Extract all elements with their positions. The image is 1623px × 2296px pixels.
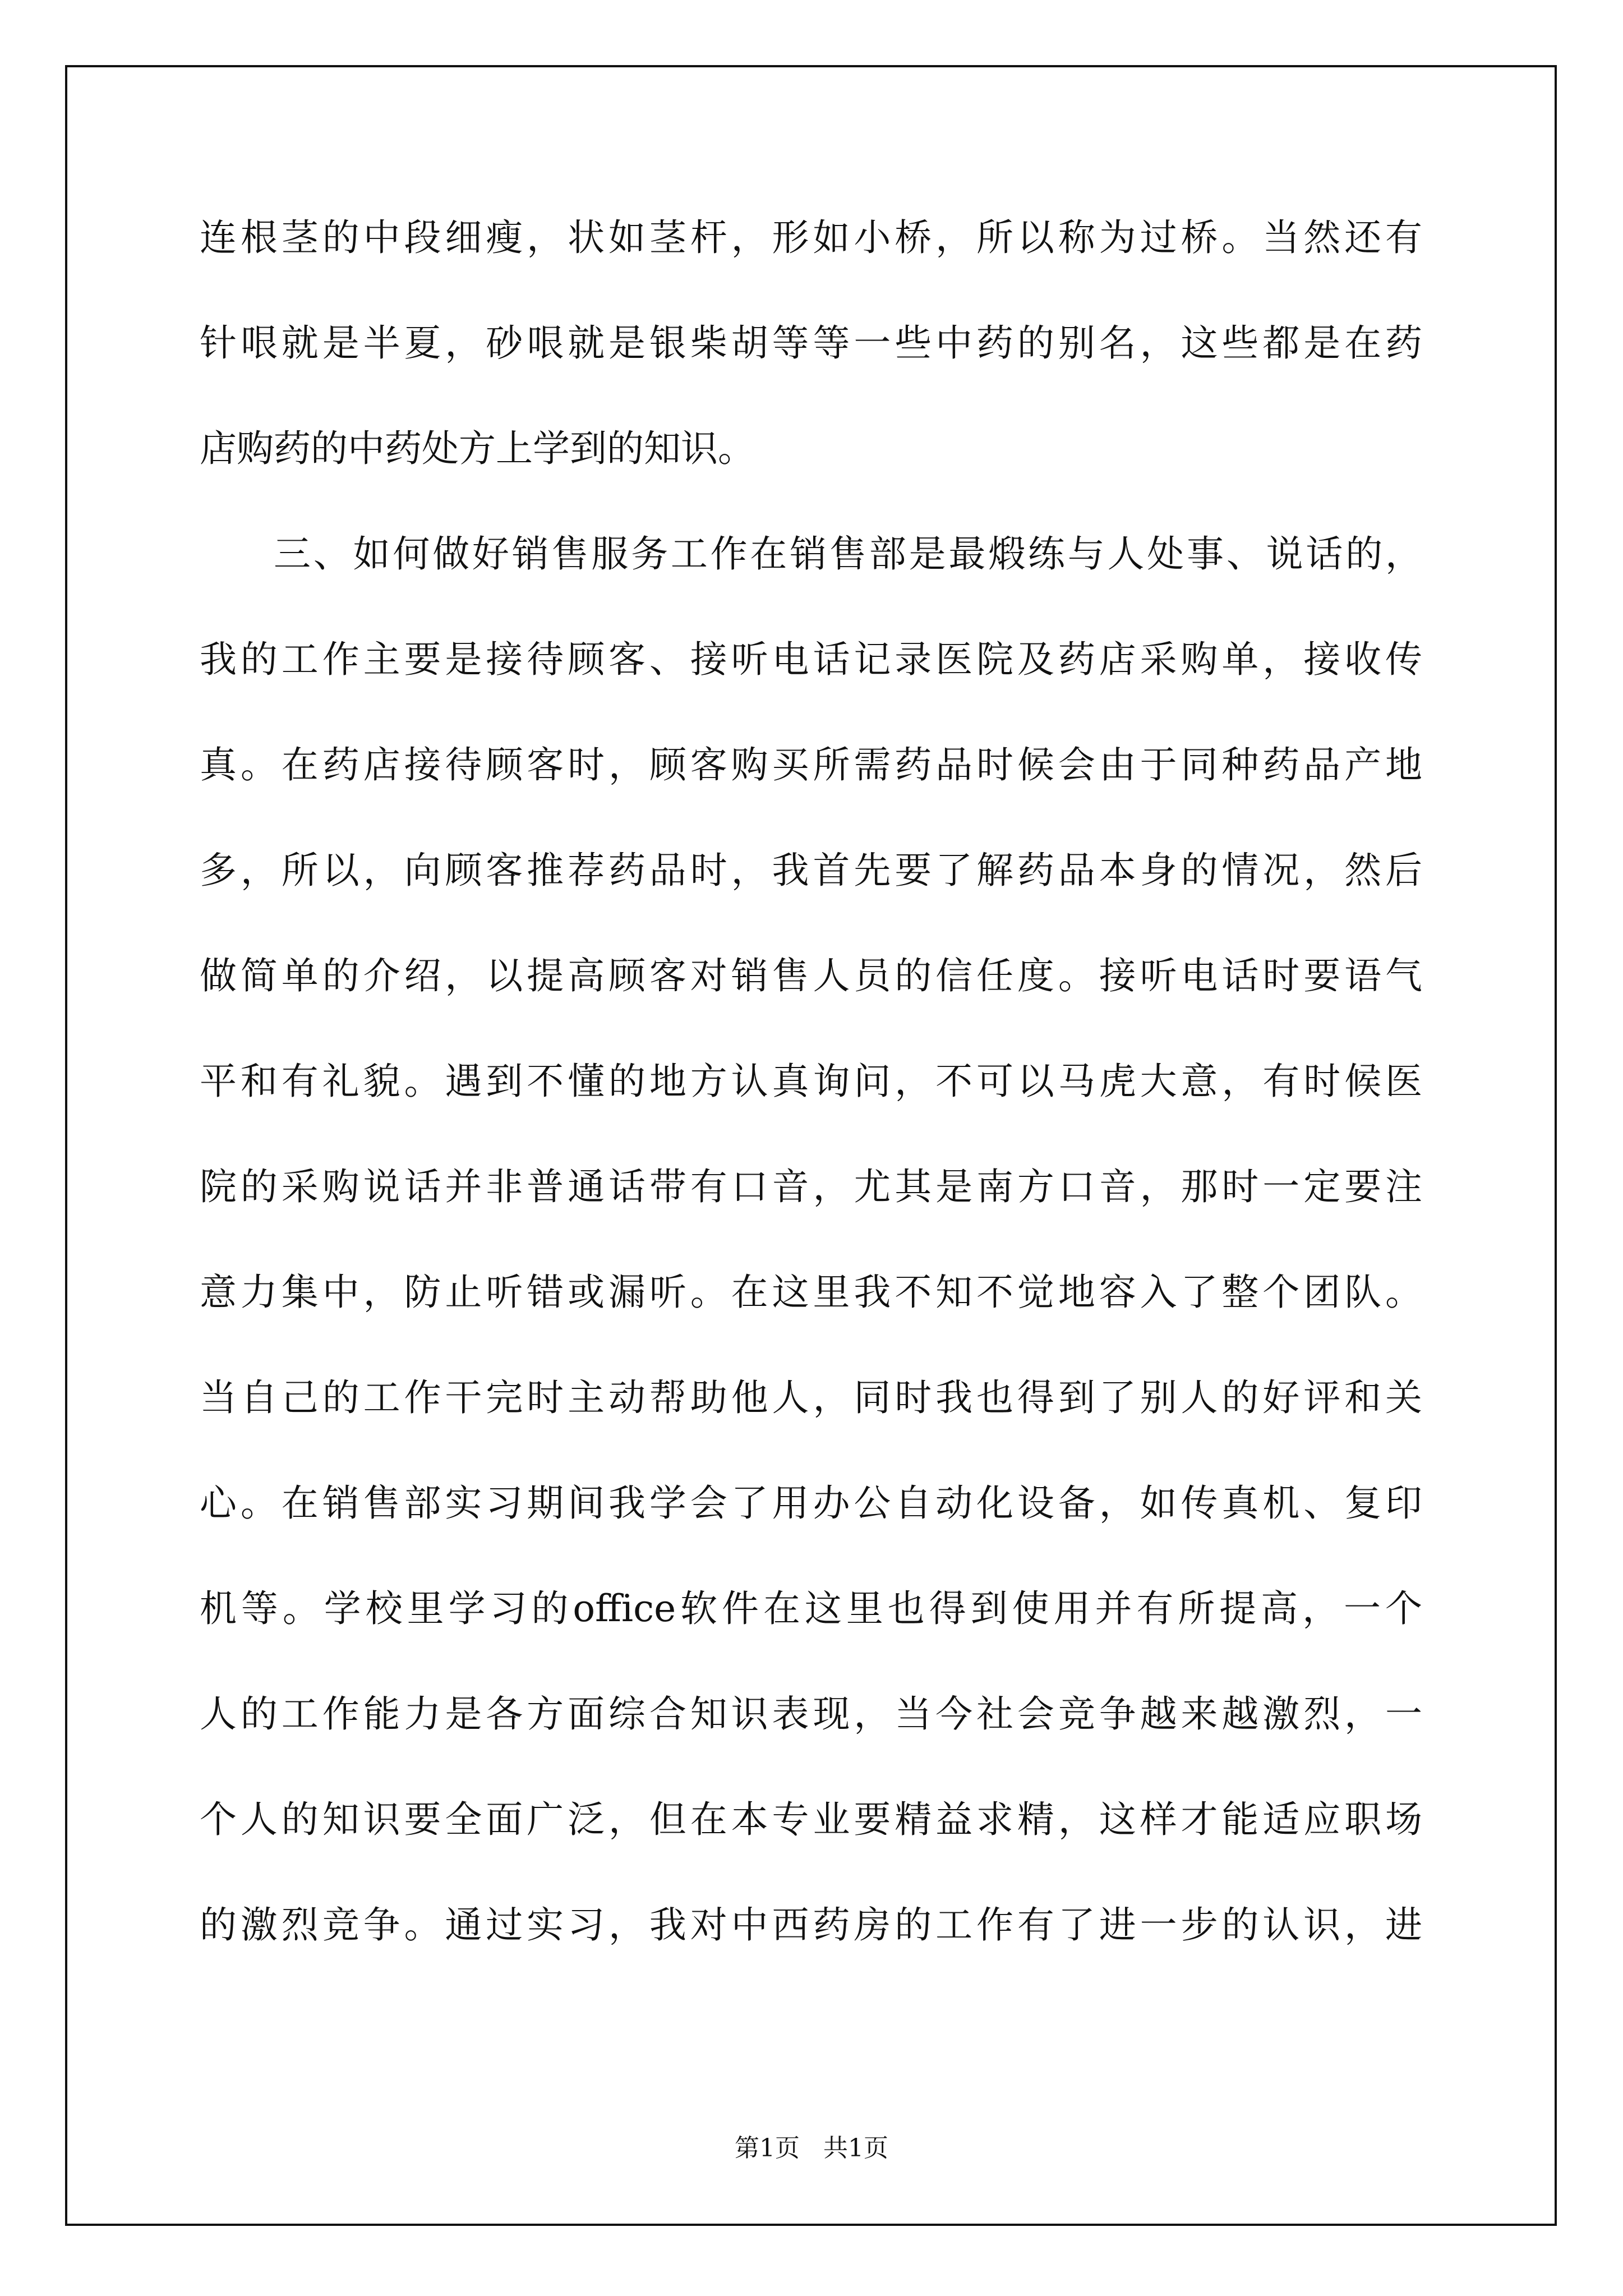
paragraph-2-line-11: 机等。学校里学习的office软件在这里也得到使用并有所提高，一个 [200, 1587, 1422, 1630]
paragraph-2-line-2: 我的工作主要是接待顾客、接听电话记录医院及药店采购单，接收传 [200, 638, 1422, 681]
paragraph-2-line-1: 三、如何做好销售服务工作在销售部是最煅练与人处事、说话的， [274, 532, 1422, 576]
paragraph-2-line-3: 真。在药店接待顾客时，顾客购买所需药品时候会由于同种药品产地 [200, 743, 1422, 786]
paragraph-1-line-3: 店购药的中药处方上学到的知识。 [200, 427, 755, 470]
paragraph-2-line-14: 的激烈竞争。通过实习，我对中西药房的工作有了进一步的认识，进 [200, 1903, 1422, 1947]
paragraph-2-line-5: 做简单的介绍，以提高顾客对销售人员的信任度。接听电话时要语气 [200, 954, 1422, 997]
paragraph-1-line-2: 针哏就是半夏，砂哏就是银柴胡等等一些中药的别名，这些都是在药 [200, 321, 1422, 365]
paragraph-2-line-12: 人的工作能力是各方面综合知识表现，当今社会竞争越来越激烈，一 [200, 1692, 1422, 1736]
paragraph-2-line-7: 院的采购说话并非普通话带有口音，尤其是南方口音，那时一定要注 [200, 1165, 1422, 1208]
paragraph-2-line-13: 个人的知识要全面广泛，但在本专业要精益求精，这样才能适应职场 [200, 1798, 1422, 1841]
paragraph-2-line-10: 心。在销售部实习期间我学会了用办公自动化设备，如传真机、复印 [200, 1481, 1422, 1525]
page-number-info: 第1页 共1页 [735, 2134, 888, 2162]
paragraph-1-line-1: 连根茎的中段细瘦，状如茎杆，形如小桥，所以称为过桥。当然还有 [200, 216, 1422, 259]
paragraph-2-line-6: 平和有礼貌。遇到不懂的地方认真询问，不可以马虎大意，有时候医 [200, 1060, 1422, 1103]
paragraph-2-line-8: 意力集中，防止听错或漏听。在这里我不知不觉地容入了整个团队。 [200, 1271, 1422, 1314]
paragraph-2-line-9: 当自己的工作干完时主动帮助他人，同时我也得到了别人的好评和关 [200, 1376, 1422, 1419]
page-footer [0, 2128, 1623, 2164]
paragraph-2-line-4: 多，所以，向顾客推荐药品时，我首先要了解药品本身的情况，然后 [200, 849, 1422, 892]
document-body [200, 185, 1422, 1978]
